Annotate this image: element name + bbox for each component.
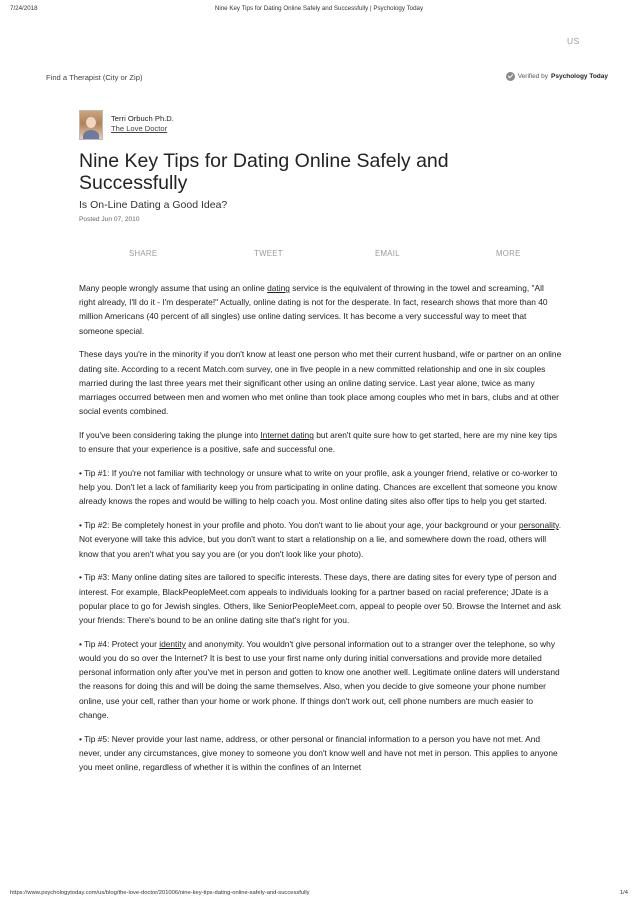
print-page-title: Nine Key Tips for Dating Online Safely and Successfully | Psychology Today xyxy=(214,5,424,12)
article-title: Nine Key Tips for Dating Online Safely and Successfully xyxy=(79,150,449,194)
region-link[interactable]: US xyxy=(567,36,580,46)
dating-link[interactable]: dating xyxy=(267,283,290,293)
share-button[interactable]: SHARE xyxy=(129,249,158,258)
author-name[interactable]: Terri Orbuch Ph.D. xyxy=(111,114,174,123)
author-avatar[interactable] xyxy=(79,110,103,140)
paragraph: If you've been considering taking the plunge into Internet dating but aren't quite sure how to get started, here are my nine key tips to ensure that your experience is a positive, safe and successful one. xyxy=(79,430,558,455)
internet-dating-link[interactable]: Internet dating xyxy=(260,430,314,441)
page-number: 1/4 xyxy=(619,890,628,896)
posted-date: Posted Jun 07, 2010 xyxy=(79,216,140,223)
share-bar xyxy=(79,249,559,261)
email-button[interactable]: EMAIL xyxy=(375,249,400,258)
find-therapist-link[interactable]: Find a Therapist (City or Zip) xyxy=(46,73,143,82)
verified-prefix: Verified by xyxy=(517,73,549,80)
paragraph: These days you're in the minority if you don't know at least one person who met their current husband, wife or partner on an online dating site. According to a recent Match.com survey, one in five people in a new committed relationship and one in six couples married during the last three years met their significant other using an online dating service. Last year alone, twice as many marriages occurred between men and women who met online than took place among couples who met in bars, clubs and at other social events combined. xyxy=(79,349,562,417)
verified-brand: Psychology Today xyxy=(551,73,608,80)
print-header xyxy=(10,5,628,17)
print-url: https://www.psychologytoday.com/us/blog/the-love-doctor/201006/nine-key-tips-dating-online-safely-and-successfully xyxy=(10,890,310,896)
tip-1: • Tip #1: If you're not familiar with technology or unsure what to write on your profile, ask a younger friend, relative or co-worker to help you. Don't let a lack of familiarity keep you from participating in online dating. Chances are excellent that someone you know already knows the ropes and would be willing to help coach you. Most online dating sites also offer tips to help you get started. xyxy=(79,468,558,507)
tweet-button[interactable]: TWEET xyxy=(254,249,283,258)
print-footer xyxy=(10,890,628,900)
more-button[interactable]: MORE xyxy=(496,249,521,258)
tip-4: • Tip #4: Protect your identity and anonymity. You wouldn't give personal information out to a stranger over the telephone, so why would you do so over the Internet? It is best to use your first name only during initial conversations and provide more detailed personal information only after you've met in person and gotten to know one another well. Legitimate online daters will understand the reasons for doing this and will be doing the same themselves. Also, when you decide to give someone your phone number online, use your cell, rather than your home or work phone. If things don't work out, cell phone numbers are much easier to change. xyxy=(79,638,560,720)
author-blog-link[interactable]: The Love Doctor xyxy=(111,124,168,133)
personality-link[interactable]: personality xyxy=(518,520,559,531)
tip-2: • Tip #2: Be completely honest in your profile and photo. You don't want to lie about your age, your background or your personality. Not everyone will take this advice, but you don't want to start a relationship on a lie, and somewhere down the road, others will know that you aren't what you say you are (or you don't look like your photo). xyxy=(79,520,562,559)
author-block xyxy=(79,110,174,140)
tip-5: • Tip #5: Never provide your last name, address, or other personal or financial information to a person you have not met. And never, under any circumstances, give money to someone you don't know well and have not met in person. This applies to anyone you meet online, regardless of whether it is within the confines of an Internet xyxy=(79,733,558,773)
paragraph: Many people wrongly assume that using an online dating service is the equivalent of throwing in the towel and screaming, "All right already, I'll do it - I'm desperate!" Actually, online dating is not for the desperate. In fact, research shows that more than 40 million Americans (40 percent of all singles) use online dating services. It has become a very successful way to meet that someone special. xyxy=(79,283,548,336)
tip-3: • Tip #3: Many online dating sites are tailored to specific interests. These days, there are dating sites for every type of person and interest. For example, BlackPeopleMeet.com appeals to individuals looking for a partner based on racial preference; JDate is a popular place to go for Jewish singles. Others, like SeniorPeopleMeet.com, appeal to people over 50. Browse the Internet and ask your friends: There's bound to be an online dating site that's right for you. xyxy=(79,572,561,626)
check-circle-icon xyxy=(506,72,515,81)
print-date: 7/24/2018 xyxy=(10,5,38,12)
identity-link[interactable]: identity xyxy=(159,638,186,649)
verified-badge xyxy=(506,72,608,81)
article-subtitle: Is On-Line Dating a Good Idea? xyxy=(79,199,228,211)
article-body xyxy=(79,281,562,784)
